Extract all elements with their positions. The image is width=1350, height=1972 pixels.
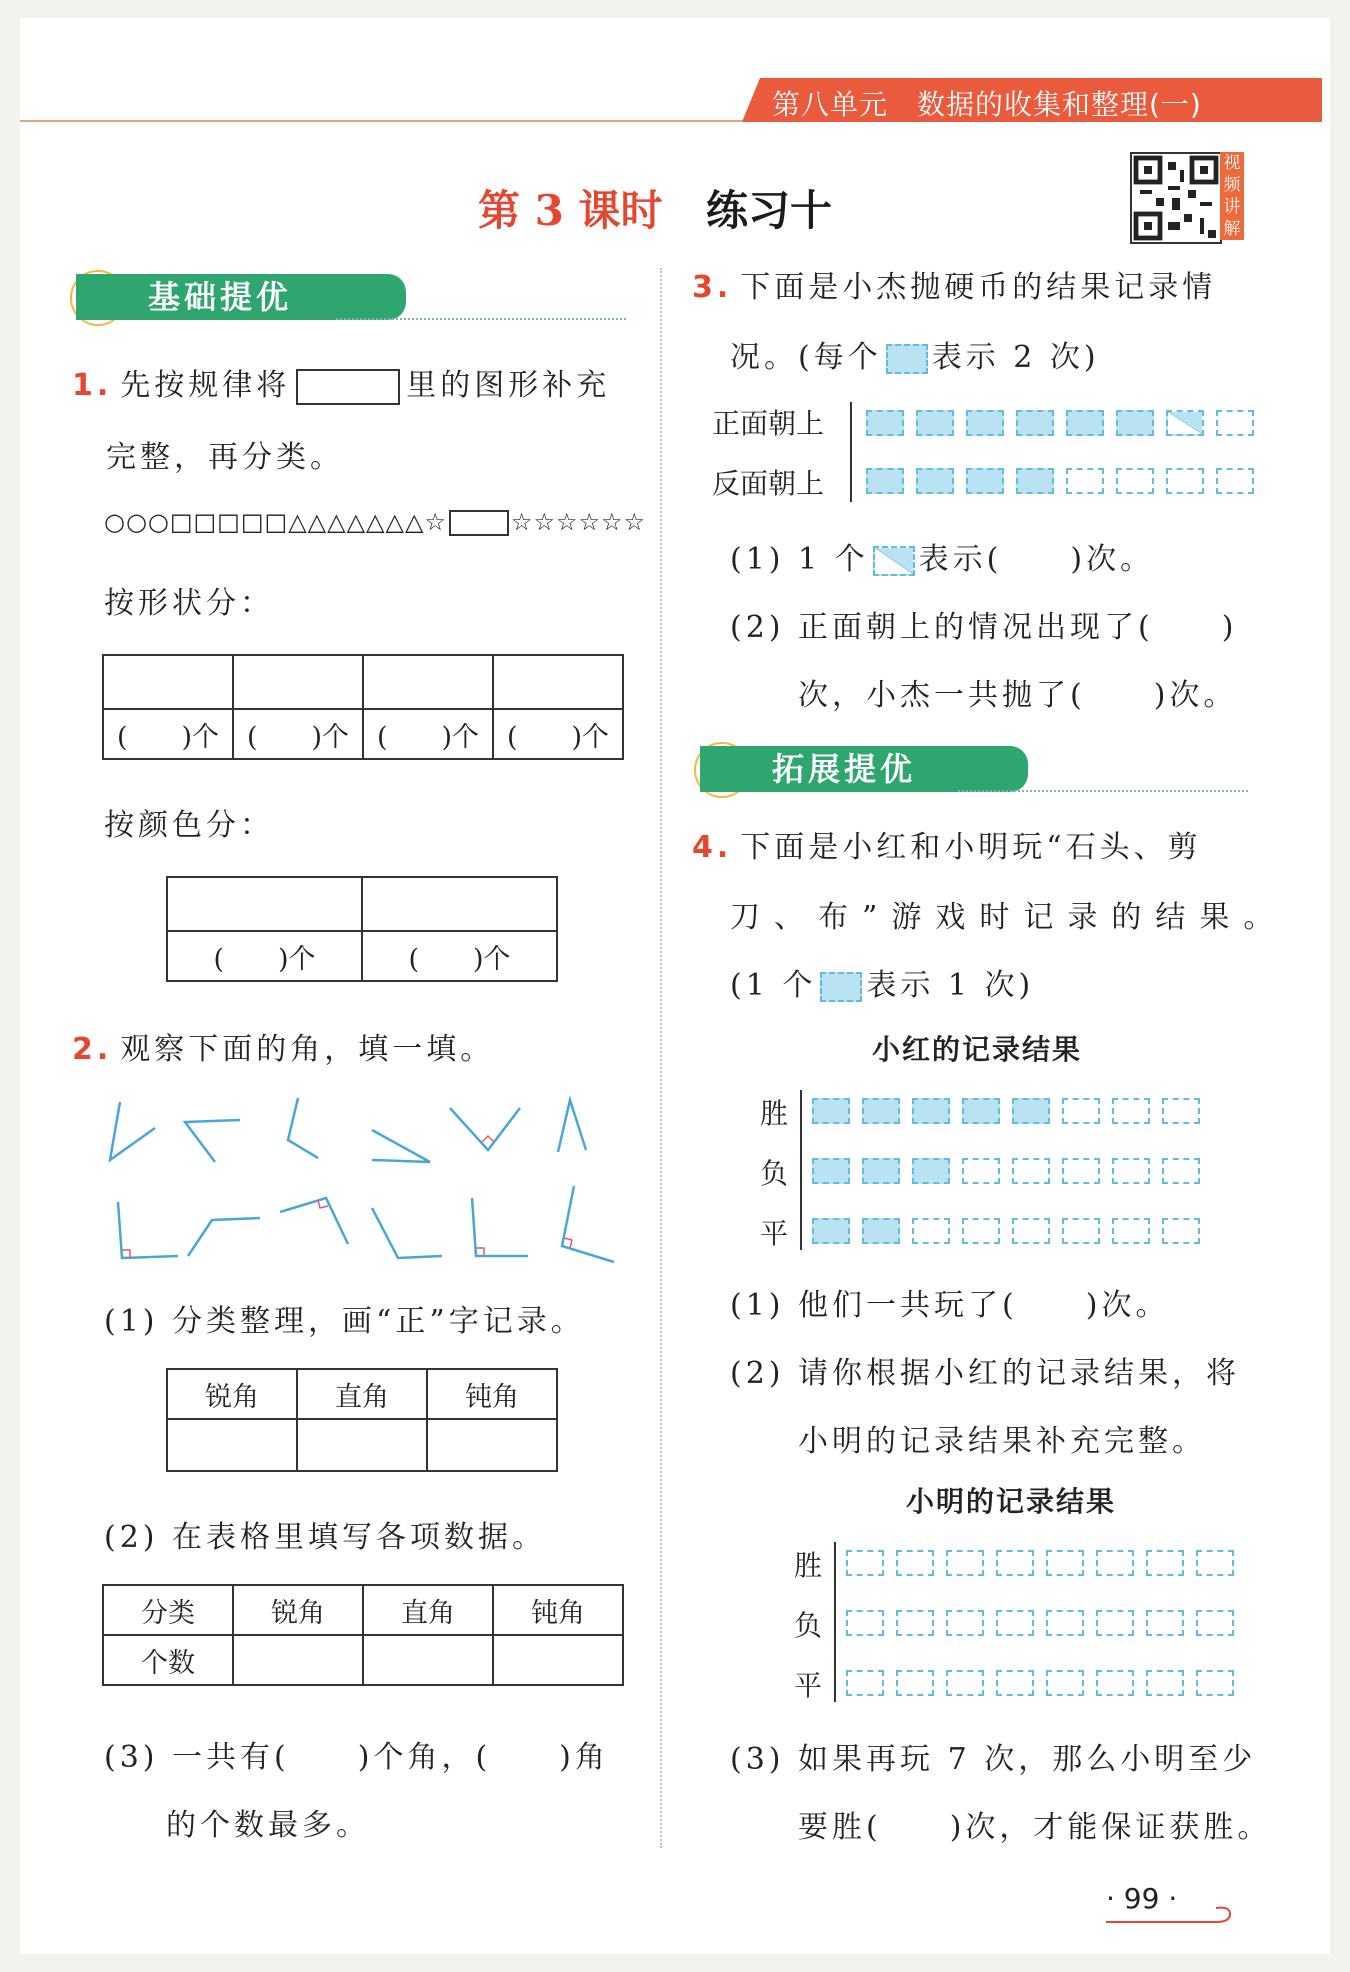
count-cell[interactable]: ( )个 bbox=[103, 709, 233, 759]
legend-square bbox=[820, 972, 862, 1002]
tally-cell[interactable] bbox=[297, 1419, 427, 1471]
count-cell[interactable]: ( )个 bbox=[363, 709, 493, 759]
q2-sub3-line2: 的个数最多。 bbox=[166, 1808, 370, 1843]
q1-text-b: 里的图形补充 bbox=[406, 368, 611, 403]
q4-sub1: (1) 他们一共玩了( )次。 bbox=[730, 1288, 1170, 1323]
q3-empty-square[interactable] bbox=[1116, 468, 1154, 494]
xiaohong-filled-square[interactable] bbox=[1012, 1098, 1050, 1124]
xiaohong-filled-square[interactable] bbox=[812, 1158, 850, 1184]
q3-text2a: 况。(每个 bbox=[730, 340, 882, 375]
xiaoming-empty-square[interactable] bbox=[896, 1670, 934, 1696]
q4-number: 4. bbox=[692, 830, 733, 865]
q2-line1 bbox=[72, 1024, 494, 1068]
shape-cell[interactable] bbox=[493, 655, 623, 709]
qr-label: 视频讲解 bbox=[1220, 152, 1244, 240]
q3-filled-square[interactable] bbox=[1116, 410, 1154, 436]
q3-filled-square[interactable] bbox=[1066, 410, 1104, 436]
color-cell[interactable] bbox=[167, 877, 362, 931]
xiaoming-empty-square[interactable] bbox=[1046, 1550, 1084, 1576]
q2-number: 2. bbox=[72, 1032, 113, 1067]
xiaohong-filled-square[interactable] bbox=[862, 1218, 900, 1244]
xiaoming-empty-square[interactable] bbox=[1146, 1610, 1184, 1636]
right-angle-mark bbox=[482, 1136, 494, 1142]
header-obtuse: 钝角 bbox=[427, 1369, 557, 1419]
xiaoming-empty-square[interactable] bbox=[846, 1610, 884, 1636]
xiaoming-empty-square[interactable] bbox=[1146, 1670, 1184, 1696]
xiaoming-empty-square[interactable] bbox=[896, 1550, 934, 1576]
qr-code-icon[interactable] bbox=[1130, 152, 1222, 244]
chart2-tie-label: 平 bbox=[794, 1669, 823, 1702]
q3-empty-square[interactable] bbox=[1066, 468, 1104, 494]
q3-line1 bbox=[692, 262, 1216, 306]
xiaoming-empty-square[interactable] bbox=[1196, 1550, 1234, 1576]
q3-sub1 bbox=[730, 534, 1154, 578]
column-divider bbox=[660, 268, 662, 1848]
q1-text-a: 先按规律将 bbox=[120, 368, 291, 403]
angle-10 bbox=[372, 1208, 442, 1258]
section-rule bbox=[958, 790, 1248, 792]
chart1-lose-label: 负 bbox=[760, 1157, 789, 1190]
xiaohong-empty-square[interactable] bbox=[1012, 1158, 1050, 1184]
xiaohong-filled-square[interactable] bbox=[912, 1158, 950, 1184]
xiaoming-empty-square[interactable] bbox=[846, 1670, 884, 1696]
xiaoming-empty-square[interactable] bbox=[996, 1550, 1034, 1576]
xiaohong-empty-square[interactable] bbox=[1162, 1158, 1200, 1184]
angle-3 bbox=[288, 1098, 318, 1158]
section-rule bbox=[336, 318, 626, 320]
q3-filled-square[interactable] bbox=[866, 410, 904, 436]
xiaoming-empty-square[interactable] bbox=[996, 1670, 1034, 1696]
xiaohong-filled-square[interactable] bbox=[812, 1098, 850, 1124]
xiaoming-empty-square[interactable] bbox=[946, 1670, 984, 1696]
q3-empty-square[interactable] bbox=[1216, 410, 1254, 436]
angle-12 bbox=[562, 1186, 614, 1262]
chart2-axis bbox=[834, 1542, 836, 1702]
angle-8 bbox=[188, 1218, 260, 1256]
xiaoming-empty-square[interactable] bbox=[1046, 1610, 1084, 1636]
q3-half-square[interactable] bbox=[1166, 410, 1204, 436]
color-cell[interactable] bbox=[362, 877, 557, 931]
header-acute: 锐角 bbox=[233, 1585, 363, 1635]
xiaoming-empty-square[interactable] bbox=[1146, 1550, 1184, 1576]
xiaohong-filled-square[interactable] bbox=[862, 1158, 900, 1184]
chart1-win-label: 胜 bbox=[760, 1097, 789, 1130]
q2-sub2: (2) 在表格里填写各项数据。 bbox=[104, 1520, 547, 1555]
q3-number: 3. bbox=[692, 270, 733, 305]
chart2-title: 小明的记录结果 bbox=[906, 1485, 1117, 1518]
q4-line3 bbox=[730, 960, 1034, 1004]
chart1-tie-label: 平 bbox=[760, 1217, 789, 1250]
count-cell[interactable]: ( )个 bbox=[493, 709, 623, 759]
lesson-title: 练习十 bbox=[706, 186, 833, 235]
angle-6 bbox=[558, 1100, 586, 1152]
q3-filled-square[interactable] bbox=[1016, 468, 1054, 494]
xiaoming-empty-square[interactable] bbox=[996, 1610, 1034, 1636]
xiaoming-empty-square[interactable] bbox=[946, 1610, 984, 1636]
q3-text1: 下面是小杰抛硬币的结果记录情 bbox=[740, 270, 1217, 305]
xiaohong-empty-square[interactable] bbox=[962, 1218, 1000, 1244]
xiaohong-empty-square[interactable] bbox=[1062, 1158, 1100, 1184]
q1-line1 bbox=[72, 360, 610, 405]
header-right: 直角 bbox=[297, 1369, 427, 1419]
row-label-count: 个数 bbox=[103, 1635, 233, 1685]
angle-5 bbox=[450, 1108, 520, 1150]
xiaohong-empty-square[interactable] bbox=[1112, 1098, 1150, 1124]
count-input[interactable] bbox=[233, 1635, 363, 1685]
q3-sub1a: (1) 1 个 bbox=[730, 542, 869, 577]
angle-2 bbox=[185, 1120, 240, 1162]
xiaohong-filled-square[interactable] bbox=[862, 1098, 900, 1124]
by-shape-label: 按形状分： bbox=[104, 586, 274, 621]
legend-square bbox=[886, 344, 928, 374]
xiaohong-empty-square[interactable] bbox=[1012, 1218, 1050, 1244]
section-extend: 拓展提优 bbox=[700, 746, 1028, 792]
pattern-blank[interactable] bbox=[449, 510, 509, 536]
xiaohong-empty-square[interactable] bbox=[962, 1158, 1000, 1184]
q4-sub2-line2: 小明的记录结果补充完整。 bbox=[798, 1424, 1206, 1459]
by-color-label: 按颜色分： bbox=[104, 808, 274, 843]
q2-sub3-line1: (3) 一共有( )个角，( )角 bbox=[104, 1740, 609, 1775]
xiaohong-empty-square[interactable] bbox=[912, 1218, 950, 1244]
count-cell[interactable]: ( )个 bbox=[167, 931, 362, 981]
q4-sub3-line1: (3) 如果再玩 7 次，那么小明至少 bbox=[730, 1742, 1257, 1777]
q4-text3a: (1 个 bbox=[730, 968, 817, 1003]
count-input[interactable] bbox=[363, 1635, 493, 1685]
xiaoming-empty-square[interactable] bbox=[1096, 1670, 1134, 1696]
q3-filled-square[interactable] bbox=[916, 410, 954, 436]
shape-table bbox=[102, 654, 624, 760]
angle-figures bbox=[100, 1090, 630, 1270]
pattern-first: ○○○□□□□□△△△△△△△☆ bbox=[104, 508, 447, 536]
row-heads-label: 正面朝上 bbox=[712, 407, 825, 440]
tally-cell[interactable] bbox=[427, 1419, 557, 1471]
xiaohong-empty-square[interactable] bbox=[1112, 1158, 1150, 1184]
q3-chart-axis bbox=[850, 402, 852, 502]
header-obtuse: 钝角 bbox=[493, 1585, 623, 1635]
xiaohong-empty-square[interactable] bbox=[1162, 1098, 1200, 1124]
xiaoming-empty-square[interactable] bbox=[1096, 1550, 1134, 1576]
chart2-lose-label: 负 bbox=[794, 1609, 823, 1642]
q4-line2: 刀、布”游戏时记录的结果。 bbox=[730, 900, 1288, 935]
angle-4 bbox=[372, 1130, 430, 1162]
xiaoming-empty-square[interactable] bbox=[1046, 1670, 1084, 1696]
q4-line1 bbox=[692, 822, 1202, 866]
header-acute: 锐角 bbox=[167, 1369, 297, 1419]
page-number: · 99 · bbox=[1106, 1882, 1178, 1915]
q3-text2b: 表示 2 次) bbox=[931, 340, 1100, 375]
xiaohong-empty-square[interactable] bbox=[1062, 1218, 1100, 1244]
q1-blank[interactable] bbox=[296, 369, 400, 405]
shape-cell[interactable] bbox=[103, 655, 233, 709]
xiaohong-empty-square[interactable] bbox=[1162, 1218, 1200, 1244]
color-table bbox=[166, 876, 558, 982]
header-right: 直角 bbox=[363, 1585, 493, 1635]
q2-sub1: (1) 分类整理，画“正”字记录。 bbox=[104, 1304, 585, 1339]
xiaohong-empty-square[interactable] bbox=[1112, 1218, 1150, 1244]
xiaoming-empty-square[interactable] bbox=[946, 1550, 984, 1576]
q1-number: 1. bbox=[72, 368, 113, 403]
q3-sub1b: 表示( )次。 bbox=[918, 542, 1155, 577]
q4-sub2-line1: (2) 请你根据小红的记录结果，将 bbox=[730, 1356, 1241, 1391]
chart1-axis bbox=[800, 1090, 802, 1250]
xiaoming-empty-square[interactable] bbox=[846, 1550, 884, 1576]
q4-text1: 下面是小红和小明玩“石头、剪 bbox=[740, 830, 1202, 865]
q3-sub2-line2: 次，小杰一共抛了( )次。 bbox=[798, 678, 1238, 713]
half-square-icon bbox=[873, 546, 915, 576]
q4-text3b: 表示 1 次) bbox=[866, 968, 1035, 1003]
q3-filled-square[interactable] bbox=[1016, 410, 1054, 436]
tally-table bbox=[166, 1368, 558, 1472]
count-table bbox=[102, 1584, 624, 1686]
shape-pattern bbox=[104, 508, 646, 536]
xiaoming-empty-square[interactable] bbox=[896, 1610, 934, 1636]
section-basic: 基础提优 bbox=[76, 274, 406, 320]
lesson-number: 第 3 课时 bbox=[478, 186, 663, 235]
count-cell[interactable]: ( )个 bbox=[362, 931, 557, 981]
xiaoming-empty-square[interactable] bbox=[1196, 1670, 1234, 1696]
shape-cell[interactable] bbox=[233, 655, 363, 709]
q3-empty-square[interactable] bbox=[1166, 468, 1204, 494]
q3-filled-square[interactable] bbox=[966, 468, 1004, 494]
q1-line2: 完整，再分类。 bbox=[106, 440, 344, 475]
page-arrow-icon bbox=[1106, 1904, 1236, 1934]
tally-cell[interactable] bbox=[167, 1419, 297, 1471]
row-tails-label: 反面朝上 bbox=[712, 467, 825, 500]
q4-sub3-line2: 要胜( )次，才能保证获胜。 bbox=[798, 1810, 1272, 1845]
chart2-win-label: 胜 bbox=[794, 1549, 823, 1582]
angle-1 bbox=[110, 1102, 155, 1160]
xiaoming-empty-square[interactable] bbox=[1196, 1610, 1234, 1636]
q3-filled-square[interactable] bbox=[966, 410, 1004, 436]
xiaoming-empty-square[interactable] bbox=[1096, 1610, 1134, 1636]
angle-9 bbox=[280, 1198, 348, 1244]
xiaohong-filled-square[interactable] bbox=[912, 1098, 950, 1124]
q3-sub2-line1: (2) 正面朝上的情况出现了( ) bbox=[730, 610, 1238, 645]
header-category: 分类 bbox=[103, 1585, 233, 1635]
xiaohong-empty-square[interactable] bbox=[1062, 1098, 1100, 1124]
xiaohong-filled-square[interactable] bbox=[812, 1218, 850, 1244]
unit-title: 第八单元 数据的收集和整理(一) bbox=[772, 88, 1202, 121]
count-input[interactable] bbox=[493, 1635, 623, 1685]
chart1-title: 小红的记录结果 bbox=[872, 1033, 1083, 1066]
pattern-rest: ☆☆☆☆☆☆ bbox=[510, 508, 647, 536]
q3-filled-square[interactable] bbox=[916, 468, 954, 494]
q3-filled-square[interactable] bbox=[866, 468, 904, 494]
shape-cell[interactable] bbox=[363, 655, 493, 709]
xiaohong-filled-square[interactable] bbox=[962, 1098, 1000, 1124]
count-cell[interactable]: ( )个 bbox=[233, 709, 363, 759]
q3-line2 bbox=[730, 332, 1100, 376]
q3-empty-square[interactable] bbox=[1216, 468, 1254, 494]
q2-text: 观察下面的角，填一填。 bbox=[120, 1032, 495, 1067]
